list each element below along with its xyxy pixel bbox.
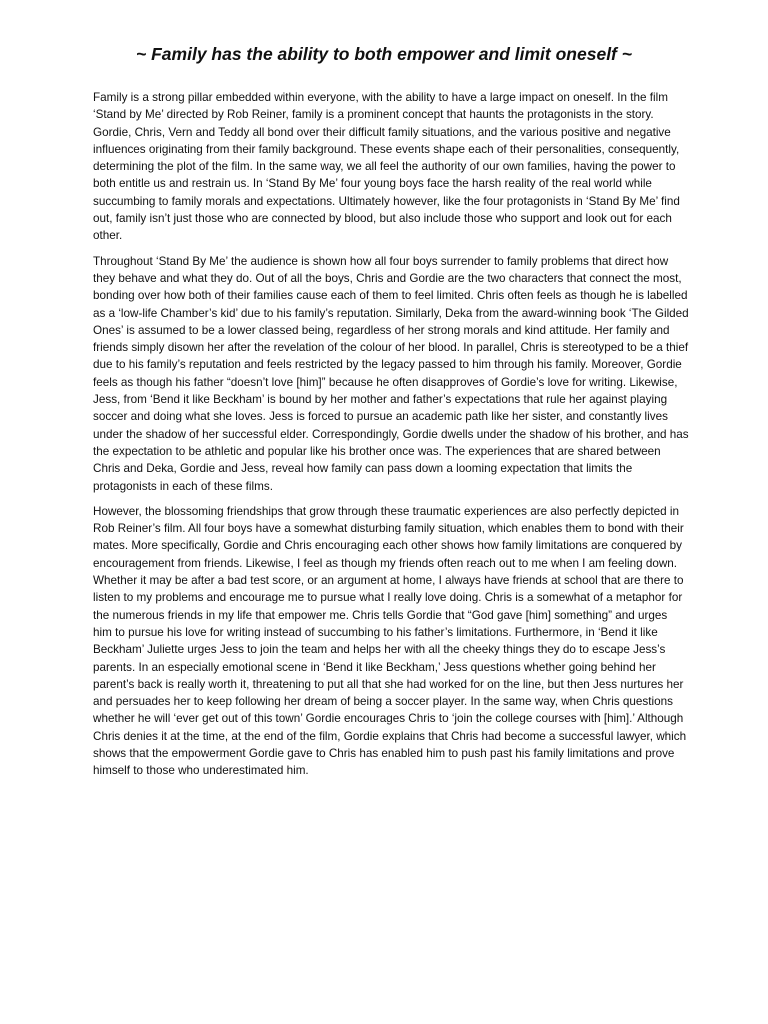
paragraph-2: Throughout ‘Stand By Me’ the audience is shown how all four boys surrender to family problems that direct how they behave and what they do. Out of all the boys, Chris and Gordie are the two characters that connect the most, bonding over how both of their families cause each of them to feel limited. Chris often feels as though he is labelled as a ‘low-life Chamber’s kid’ due to his family’s reputation. Similarly, Deka from the award-winning book ‘The Gilded Ones’ is assumed to be a lower classed being, regardless of her strong morals and kind attitude. Her family and friends simply disown her after the revelation of the colour of her blood. In parallel, Chris is stereotyped to be a thief due to his family’s reputation and feels restricted by the legacy passed to him through his family. Moreover, Gordie feels as though his father “doesn’t love [him]” because he often disapproves of Gordie’s love for writing. Likewise, Jess, from ‘Bend it like Beckham’ is bound by her mother and father’s expectations that rule her against playing soccer and doing what she loves. Jess is forced to pursue an academic path like her sister, and constantly lives under the shadow of her successful elder. Correspondingly, Gordie dwells under the shadow of his brother, and has the expectation to be athletic and popular like his brother once was. The experiences that are shared between Chris and Deka, Gordie and Jess, reveal how family can pass down a looming expectation that limits the protagonists in each of these films.: [93, 254, 689, 493]
document-body: [93, 89, 689, 788]
paragraph-3: However, the blossoming friendships that grow through these traumatic experiences are also perfectly depicted in Rob Reiner’s film. All four boys have a somewhat disturbing family situation, which enables them to bond with their mates. More specifically, Gordie and Chris encouraging each other shows how family limitations are conquered by encouragement from friends. Likewise, I feel as though my friends often reach out to me when I am feeling down. Whether it may be after a bad test score, or an argument at home, I always have friends at school that are there to listen to my problems and encourage me to pursue what I really love doing. Chris is a somewhat of a metaphor for the numerous friends in my life that empower me. Chris tells Gordie that “God gave [him] something” and urges him to pursue his love for writing instead of succumbing to his father’s limitations. Furthermore, in ‘Bend it like Beckham’ Juliette urges Jess to join the team and helps her with all the cheeky things they do to escape Jess’s parents. In an especially emotional scene in ‘Bend it like Beckham,’ Jess questions whether going behind her parent’s back is really worth it, threatening to put all that she had worked for on the line, but then Jess nurtures her and persuades her to keep following her dream of being a soccer player. In the same way, when Chris questions whether he will ‘ever get out of this town’ Gordie encourages Chris to ‘join the college courses with [him].’ Although Chris denies it at the time, at the end of the film, Gordie explains that Chris had become a successful lawyer, which shows that the empowerment Gordie gave to Chris has enabled him to push past his family limitations and prove himself to those who underestimated him.: [93, 504, 687, 778]
paragraph-1: Family is a strong pillar embedded within everyone, with the ability to have a large impact on oneself. In the film ‘Stand by Me’ directed by Rob Reiner, family is a prominent concept that haunts the protagonists in the story. Gordie, Chris, Vern and Teddy all bond over their difficult family situations, and the various positive and negative influences originating from their family background. These events shape each of their personalities, consequently, determining the plot of the film. In the same way, we all feel the authority of our own families, having the power to both entitle us and restrain us. In ‘Stand By Me’ four young boys face the harsh reality of the real world while succumbing to family morals and expectations. Ultimately however, like the four protagonists in ‘Stand By Me’ find out, family isn’t just those who are connected by blood, but also include those who support and look out for each other.: [93, 91, 680, 243]
document-title: ~ Family has the ability to both empower and limit oneself ~: [136, 44, 632, 64]
